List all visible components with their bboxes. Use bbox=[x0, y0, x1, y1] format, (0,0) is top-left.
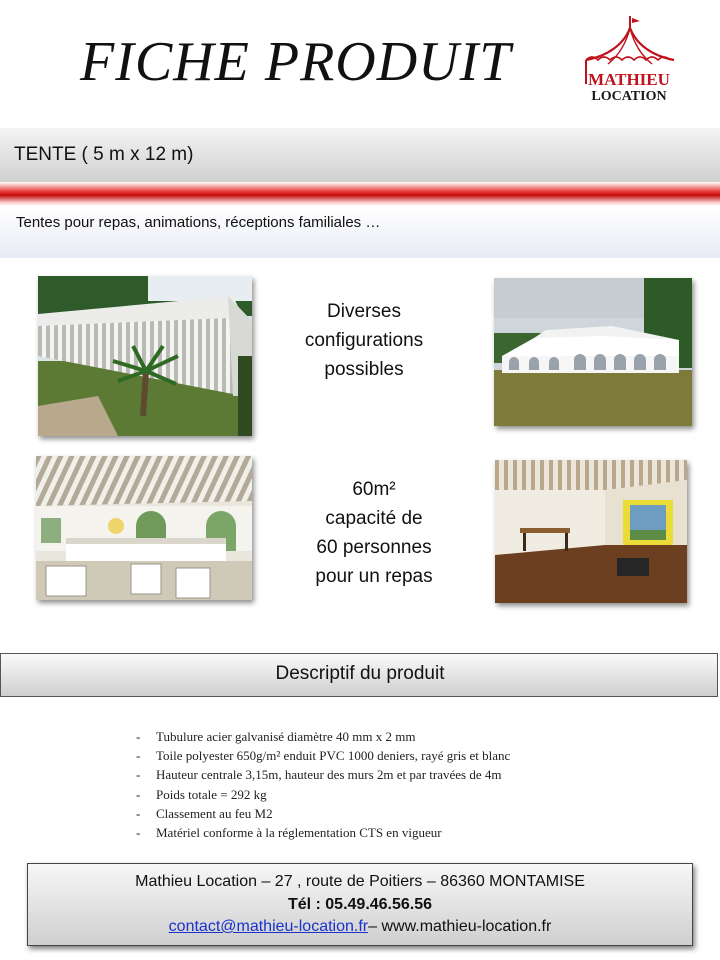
tent-garden-photo bbox=[38, 276, 252, 436]
tent-interior-empty-photo bbox=[495, 460, 687, 603]
feature-config-line: possibles bbox=[324, 359, 404, 380]
bullet-dash: - bbox=[136, 729, 141, 744]
email-link[interactable]: contact@mathieu-location.fr bbox=[168, 918, 369, 935]
bullet-dash: - bbox=[136, 748, 141, 764]
bullet-dash: - bbox=[136, 767, 141, 783]
bullet-dash: - bbox=[136, 786, 141, 802]
feature-capacity-line: pour un repas bbox=[315, 566, 433, 587]
spec-text: Classement au feu M2 bbox=[156, 805, 273, 821]
footer-address: Mathieu Location – 27 , route de Poitiers – 86360 MONTAMISE bbox=[135, 873, 585, 890]
spec-text: Matériel conforme à la réglementation CTS en vigueur bbox=[156, 825, 442, 841]
red-divider-band bbox=[0, 182, 720, 206]
company-logo bbox=[578, 14, 680, 114]
bullet-dash: - bbox=[136, 805, 141, 821]
feature-capacity-line: capacité de bbox=[325, 508, 423, 529]
spec-item bbox=[136, 823, 510, 842]
description-heading-bar bbox=[0, 653, 718, 697]
spec-text: Poids totale = 292 kg bbox=[156, 786, 267, 802]
product-name-band bbox=[0, 128, 720, 182]
footer-web-line bbox=[28, 918, 692, 936]
website-text: – www.mathieu-location.fr bbox=[368, 918, 552, 935]
logo-text-location: LOCATION bbox=[591, 89, 667, 104]
feature-config-line: Diverses bbox=[327, 301, 401, 322]
contact-footer bbox=[27, 863, 693, 946]
page-title: FICHE PRODUIT bbox=[80, 31, 512, 93]
tagline-band bbox=[0, 206, 720, 258]
spec-item bbox=[136, 785, 510, 804]
feature-capacity-line: 60m² bbox=[352, 479, 396, 500]
spec-text: Tubulure acier galvanisé diamètre 40 mm x 2 mm bbox=[156, 729, 416, 744]
feature-capacity bbox=[292, 475, 456, 591]
feature-config-line: configurations bbox=[304, 330, 424, 351]
spec-text: Toile polyester 650g/m² enduit PVC 1000 deniers, rayé gris et blanc bbox=[156, 748, 511, 764]
spec-text: Hauteur centrale 3,15m, hauteur des murs 2m et par travées de 4m bbox=[156, 767, 502, 783]
footer-phone: Tél : 05.49.46.56.56 bbox=[287, 896, 433, 913]
tent-lawn-photo bbox=[494, 278, 692, 426]
feature-capacity-line: 60 personnes bbox=[316, 537, 432, 558]
spec-item bbox=[136, 746, 510, 765]
product-tagline: Tentes pour repas, animations, réceptions familiales … bbox=[16, 214, 381, 231]
product-name: TENTE ( 5 m x 12 m) bbox=[14, 144, 194, 165]
bullet-dash: - bbox=[136, 825, 141, 841]
description-heading: Descriptif du produit bbox=[275, 663, 445, 684]
spec-item bbox=[136, 727, 510, 746]
spec-item bbox=[136, 804, 510, 823]
spec-list bbox=[136, 727, 510, 842]
tent-interior-tables-photo bbox=[36, 456, 252, 600]
spec-item bbox=[136, 765, 510, 784]
feature-configurations bbox=[282, 297, 446, 384]
logo-text-mathieu: MATHIEU bbox=[588, 70, 670, 89]
